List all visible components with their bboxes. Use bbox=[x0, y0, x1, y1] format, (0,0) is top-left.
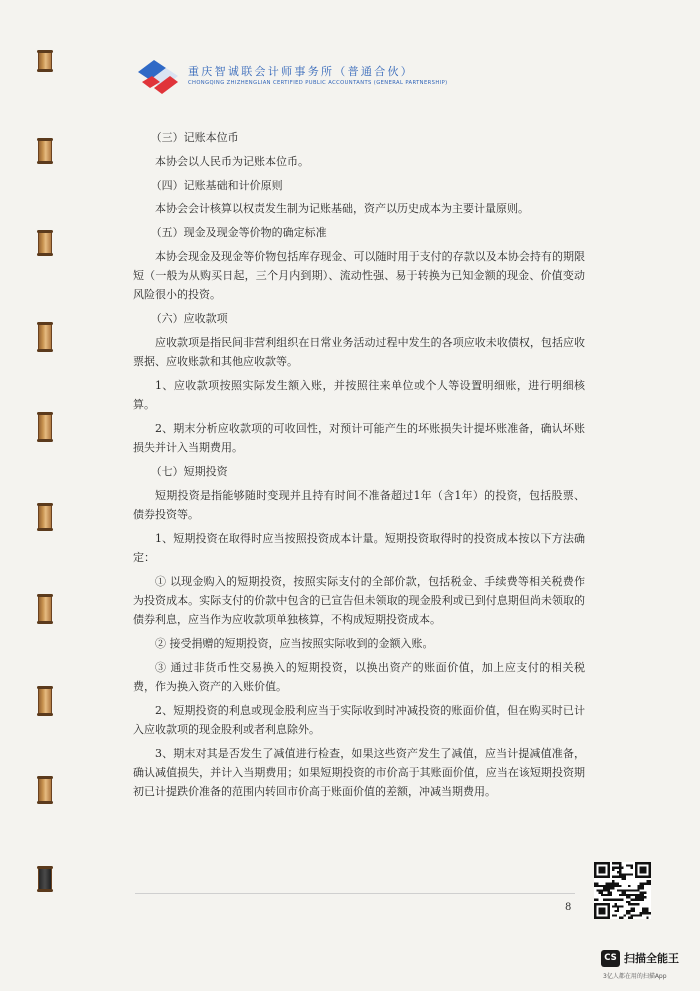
binding-hole bbox=[38, 138, 52, 164]
binding-hole bbox=[38, 50, 52, 72]
body-paragraph: 2、期末分析应收款项的可收回性，对预计可能产生的坏账损失计提坏账准备，确认坏账损失并计入当期费用。 bbox=[133, 421, 585, 455]
qr-code bbox=[594, 862, 651, 919]
body-paragraph: 3、期末对其是否发生了减值进行检查，如果这些资产发生了减值，应当计提减值准备，确认减值损失，并计入当期费用；如果短期投资的市价高于其账面价值，应当在该短期投资期初已计提跌价准备的范围内转回市价高于账面价值的差额，冲减当期费用。 bbox=[133, 746, 585, 799]
section-heading: （六）应收款项 bbox=[150, 312, 228, 326]
scanner-logo: CS bbox=[601, 950, 620, 967]
footer-divider bbox=[135, 893, 575, 894]
body-paragraph: 2、短期投资的利息或现金股利应当于实际收到时冲减投资的账面价值，但在购买时已计入应收款项的现金股利或者利息除外。 bbox=[133, 703, 585, 736]
firm-name-english: CHONGQING ZHIZHENGLIAN CERTIFIED PUBLIC ACCOUNTANTS (GENERAL PARTNERSHIP) bbox=[188, 80, 448, 86]
binding-hole bbox=[38, 322, 52, 352]
scanner-app-name: 扫描全能王 bbox=[624, 952, 679, 965]
body-paragraph: 本协会以人民币为记账本位币。 bbox=[155, 154, 309, 168]
section-heading: （五）现金及现金等价物的确定标准 bbox=[150, 226, 327, 240]
body-paragraph: 本协会现金及现金等价物包括库存现金、可以随时用于支付的存款以及本协会持有的期限短（一般为从购买日起，三个月内到期）、流动性强、易于转换为已知金额的现金、价值变动风险很小的投资。 bbox=[133, 249, 585, 302]
firm-logo bbox=[136, 58, 180, 96]
scanner-tagline: 3亿人都在用的扫描App bbox=[603, 973, 667, 980]
binding-hole bbox=[38, 412, 52, 442]
binding-hole bbox=[38, 776, 52, 804]
firm-name: 重庆智诚联会计师事务所（普通合伙） bbox=[188, 65, 415, 78]
binding-hole bbox=[38, 503, 52, 531]
section-heading: （三）记账本位币 bbox=[150, 131, 239, 144]
body-paragraph: ① 以现金购入的短期投资，按照实际支付的全部价款，包括税金、手续费等相关税费作为投资成本。实际支付的价款中包含的已宣告但未领取的现金股利或已到付息期但尚未领取的债券利息，应当作为应收款项单独核算，不构成短期投资成本。 bbox=[133, 574, 585, 627]
binding-hole bbox=[38, 866, 52, 892]
body-paragraph: 短期投资是指能够随时变现并且持有时间不准备超过1年（含1年）的投资，包括股票、债券投资等。 bbox=[133, 488, 585, 521]
section-heading: （四）记账基础和计价原则 bbox=[150, 178, 283, 192]
body-paragraph: 1、应收款项按照实际发生额入账，并按照往来单位或个人等设置明细账，进行明细核算。 bbox=[133, 378, 585, 412]
binding-hole bbox=[38, 230, 52, 256]
body-paragraph: 本协会会计核算以权责发生制为记账基础，资产以历史成本为主要计量原则。 bbox=[155, 202, 529, 216]
binding-hole bbox=[38, 594, 52, 624]
body-paragraph: 应收款项是指民间非营利组织在日常业务活动过程中发生的各项应收未收债权，包括应收票据、应收账款和其他应收款等。 bbox=[133, 335, 585, 369]
body-paragraph: 1、短期投资在取得时应当按照投资成本计量。短期投资取得时的投资成本按以下方法确定： bbox=[133, 531, 585, 564]
document-body bbox=[133, 128, 585, 806]
body-paragraph: ② 接受捐赠的短期投资，应当按照实际收到的金额入账。 bbox=[155, 636, 434, 650]
page-number: 8 bbox=[565, 902, 572, 913]
section-heading: （七）短期投资 bbox=[150, 464, 228, 478]
body-paragraph: ③ 通过非货币性交易换入的短期投资，以换出资产的账面价值，加上应支付的相关税费，作为换入资产的入账价值。 bbox=[133, 660, 585, 693]
binding-hole bbox=[38, 686, 52, 716]
